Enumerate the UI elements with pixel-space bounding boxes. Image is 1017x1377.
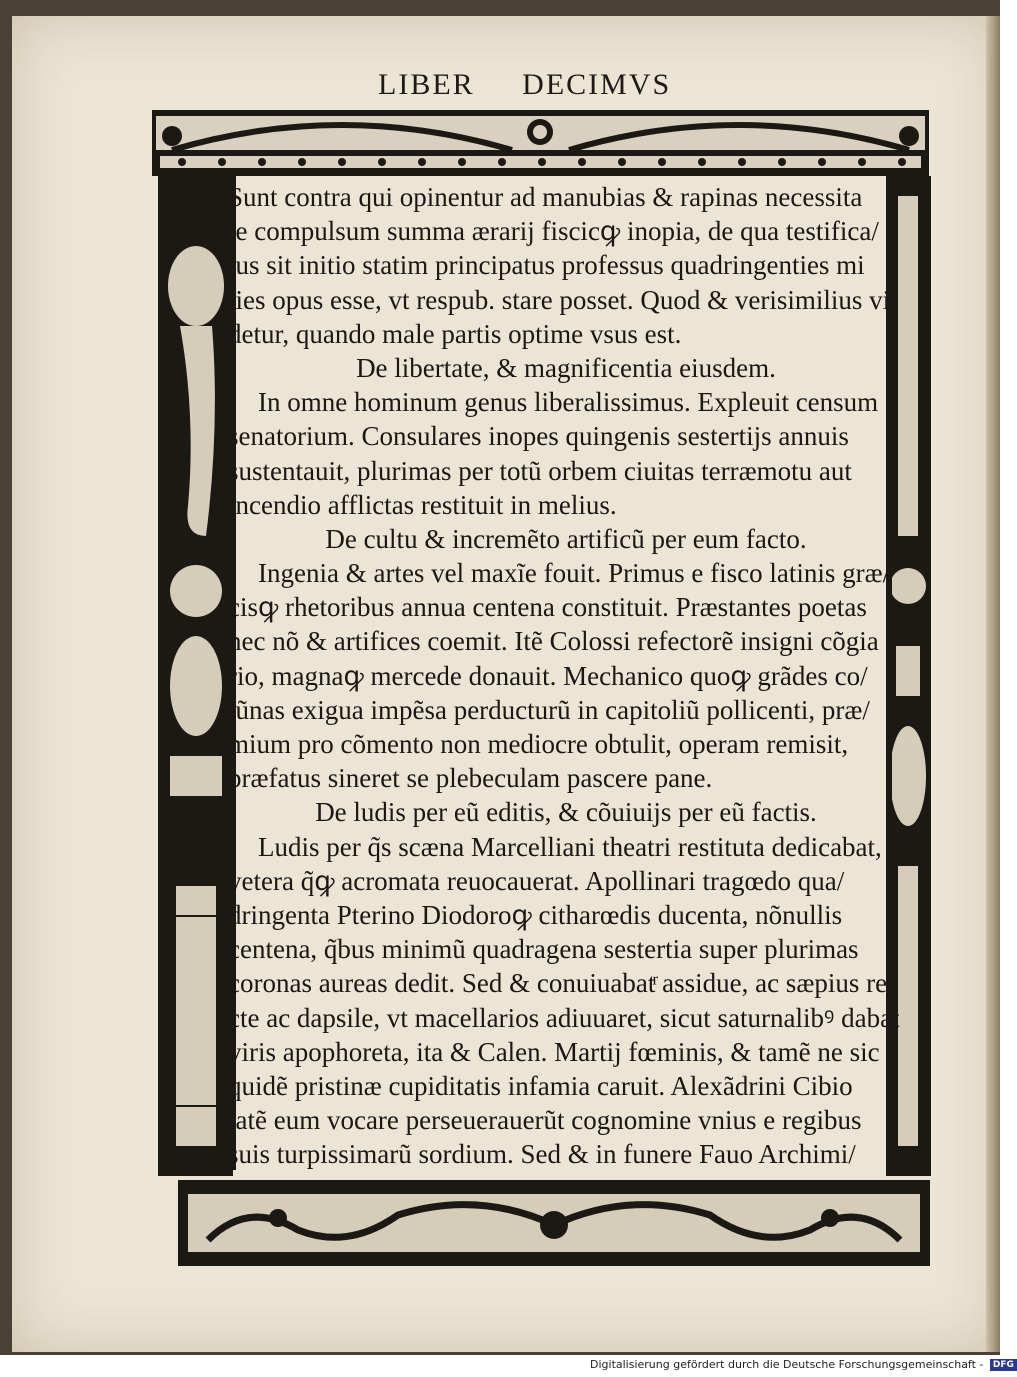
text-line: Ingenia & artes vel maxĩe fouit. Primus e fisco latinis græ/ bbox=[258, 558, 891, 589]
text-line: sustentauit, plurimas per totũ orbem ciuitas terræmotu aut bbox=[228, 455, 852, 486]
text-line: incendio afflictas restituit in melius. bbox=[228, 489, 617, 520]
text-line: centena, q̃bus minimũ quadragena sestertia super plurimas bbox=[228, 934, 859, 965]
text-line: nec nõ & artifices coemit. Itẽ Colossi refectorẽ insigni cõgia bbox=[228, 626, 879, 657]
section-heading: De libertate, & magnificentia eiusdem. bbox=[356, 352, 776, 383]
page-edge bbox=[986, 16, 1000, 1352]
text-line: tatẽ eum vocare perseuerauerũt cognomine vnius e regibus bbox=[228, 1105, 862, 1136]
section-heading: De ludis per eũ editis, & cõuiuijs per eũ factis. bbox=[315, 797, 817, 828]
digitization-footer bbox=[590, 1358, 1014, 1374]
text-line: te compulsum summa ærarij fiscicꝙ inopia, de qua testifica/ bbox=[228, 216, 879, 247]
woodcut-border-bottom bbox=[178, 1180, 930, 1266]
text-line: cisꝙ rhetoribus annua centena constituit. Præstantes poetas bbox=[228, 592, 867, 623]
text-line: quidẽ pristinæ cupiditatis infamia caruit. Alexãdrini Cibio bbox=[228, 1070, 853, 1101]
section-heading: De cultu & incremẽto artificũ per eum facto. bbox=[325, 523, 807, 554]
text-line: coronas aureas dedit. Sed & conuiuabatͬ assidue, ac sæpius re bbox=[228, 968, 888, 999]
text-line: lũnas exigua impẽsa perducturũ in capitoliũ pollicenti, præ/ bbox=[228, 694, 870, 725]
text-line: suis turpissimarũ sordium. Sed & in funere Fauo Archimi/ bbox=[228, 1139, 856, 1170]
running-head bbox=[378, 68, 718, 102]
text-line: dringenta Pterino Diodoroꝙ citharœdis ducenta, nõnullis bbox=[228, 899, 843, 930]
running-head-word: DECIMVS bbox=[522, 68, 672, 101]
text-line: mium pro cõmento non mediocre obtulit, operam remisit, bbox=[228, 729, 849, 759]
text-line: vetera q̃ꝙ acromata reuocauerat. Apollinari tragœdo qua/ bbox=[228, 865, 845, 896]
text-line: tus sit initio statim principatus professus quadringenties mi bbox=[228, 250, 865, 281]
footer-text: Digitalisierung gefördert durch die Deutsche Forschungsgemeinschaft - bbox=[590, 1358, 984, 1371]
woodcut-border-top bbox=[152, 110, 929, 176]
text-line: rio, magnaꝙ mercede donauit. Mechanico quoꝙ grãdes co/ bbox=[228, 660, 868, 691]
woodcut-border-left-column bbox=[158, 176, 233, 1176]
text-line: præfatus sineret se plebeculam pascere pane. bbox=[228, 763, 713, 794]
text-line: detur, quando male partis optime vsus est. bbox=[228, 318, 682, 349]
text-line: lies opus esse, vt respub. stare posset. Quod & verisimilius vi/ bbox=[228, 284, 898, 315]
text-line: cte ac dapsile, vt macellarios adiuuaret, sicut saturnalibꝰ dabat bbox=[228, 1002, 900, 1033]
text-line: senatorium. Consulares inopes quingenis sestertijs annuis bbox=[228, 421, 849, 452]
text-line: Ludis per q̃s scæna Marcelliani theatri restituta dedicabat, bbox=[258, 831, 882, 862]
text-line: In omne hominum genus liberalissimus. Expleuit censum bbox=[258, 387, 879, 418]
page-text-block bbox=[228, 180, 904, 1171]
text-line: viris apophoreta, ita & Calen. Martij fœminis, & tamẽ ne sic bbox=[228, 1036, 880, 1067]
text-line: Sunt contra qui opinentur ad manubias & rapinas necessita bbox=[228, 182, 863, 212]
dfg-logo: DFG bbox=[990, 1359, 1017, 1371]
running-head-word: LIBER bbox=[378, 68, 475, 101]
